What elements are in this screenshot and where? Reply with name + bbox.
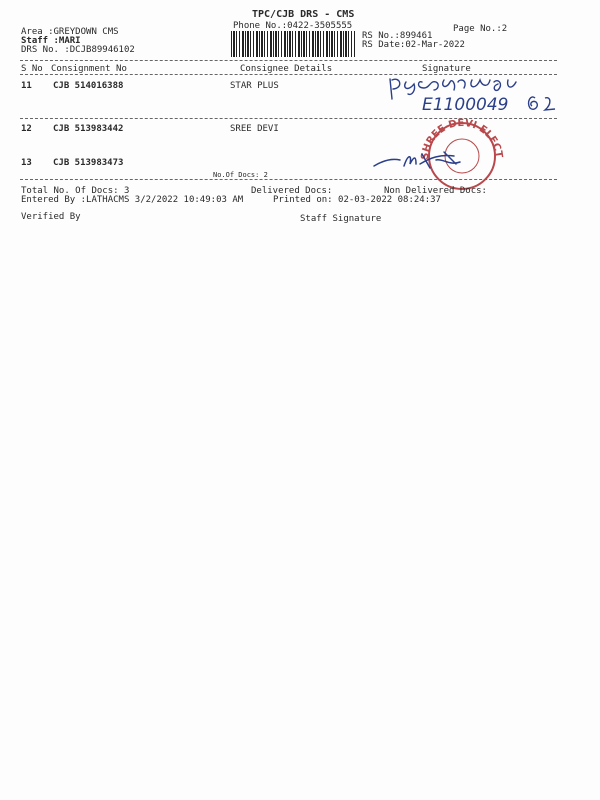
row-sno: 11 — [21, 81, 32, 91]
staff-signature: Staff Signature — [300, 214, 382, 224]
stamp-lettering: SHREE DEVI ELECTRICALS — [414, 110, 505, 161]
phone-number: Phone No.:0422-3505555 — [233, 21, 353, 31]
col-sno: S No — [21, 64, 43, 74]
staff-label: Staff :MARI — [21, 36, 81, 46]
rs-number: RS No.:899461 — [362, 31, 433, 41]
drs-number: DRS No. :DCJB89946102 — [21, 45, 135, 55]
rs-date: RS Date:02-Mar-2022 — [362, 40, 465, 50]
divider — [20, 179, 557, 180]
divider — [20, 60, 557, 61]
total-docs: Total No. Of Docs: 3 — [21, 186, 130, 196]
signature-scribble — [370, 146, 480, 176]
row-sno: 12 — [21, 124, 32, 134]
col-signature: Signature — [422, 64, 471, 74]
row-sno: 13 — [21, 158, 32, 168]
handwritten-signature — [380, 74, 560, 114]
delivered-docs: Delivered Docs: — [251, 186, 333, 196]
row-consignee: SREE DEVI — [230, 124, 279, 134]
barcode — [231, 31, 355, 57]
col-consignment: Consignment No — [51, 64, 127, 74]
col-consignee: Consignee Details — [240, 64, 333, 74]
row-consignment: CJB 513983473 — [53, 158, 124, 168]
row-consignee: STAR PLUS — [230, 81, 279, 91]
handwritten-number: E1100049 — [422, 95, 509, 115]
docs-count: No.Of Docs: 2 — [213, 171, 268, 179]
verified-by: Verified By — [21, 212, 81, 222]
page-number: Page No.:2 — [453, 24, 508, 34]
non-delivered-docs: Non Delivered Docs: — [384, 186, 487, 196]
area-label: Area :GREYDOWN CMS — [21, 27, 119, 37]
row-consignment: CJB 514016388 — [53, 81, 124, 91]
printed-on: Printed on: 02-03-2022 08:24:37 — [273, 195, 441, 205]
row-consignment: CJB 513983442 — [53, 124, 124, 134]
document-title: TPC/CJB DRS - CMS — [252, 9, 355, 20]
entered-by: Entered By :LATHACMS 3/2/2022 10:49:03 AM — [21, 195, 244, 205]
